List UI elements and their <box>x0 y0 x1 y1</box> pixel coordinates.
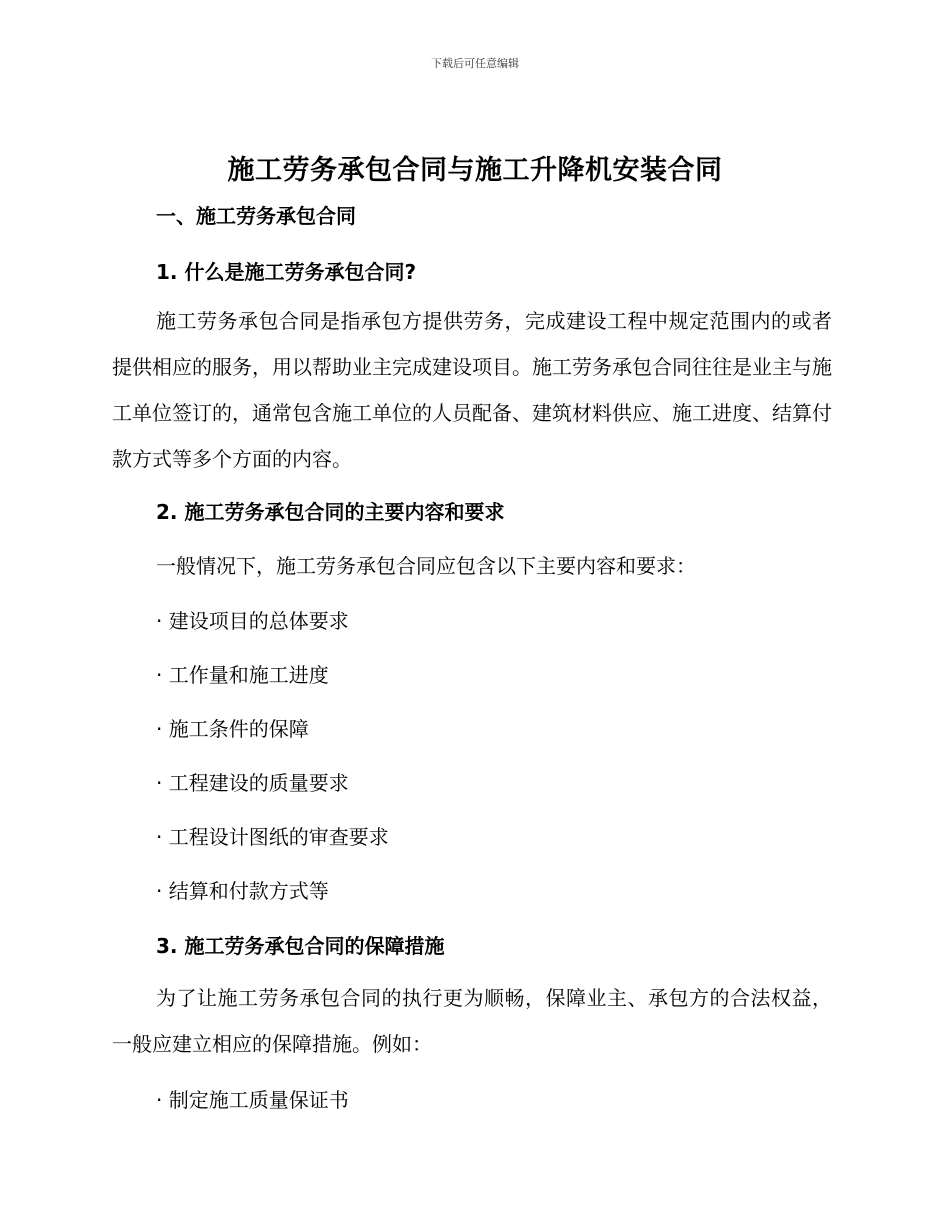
header-note: 下载后可任意编辑 <box>431 57 519 70</box>
list-item: · 制定施工质量保证书 <box>156 1088 349 1112</box>
paragraph-safeguards: 为了让施工劳务承包合同的执行更为顺畅，保障业主、承包方的合法权益，一般应建立相应的保障措施。例如： <box>112 986 832 1056</box>
list-item: · 工作量和施工进度 <box>156 663 329 687</box>
list-item: · 工程建设的质量要求 <box>156 771 349 795</box>
list-item: · 施工条件的保障 <box>156 717 309 741</box>
paragraph-main-content-intro: 一般情况下，施工劳务承包合同应包含以下主要内容和要求： <box>156 554 696 578</box>
list-item: · 建设项目的总体要求 <box>156 609 349 633</box>
subheading-what-is-contract: 1. 什么是施工劳务承包合同? <box>156 260 417 284</box>
paragraph-definition: 施工劳务承包合同是指承包方提供劳务，完成建设工程中规定范围内的或者提供相应的服务，用以帮助业主完成建设项目。施工劳务承包合同往往是业主与施工单位签订的，通常包含施工单位的人员配备、建筑材料供应、施工进度、结算付款方式等多个方面的内容。 <box>112 309 832 471</box>
section-heading-labor-contract: 一、施工劳务承包合同 <box>156 204 356 228</box>
list-item: · 工程设计图纸的审查要求 <box>156 825 389 849</box>
subheading-safeguards: 3. 施工劳务承包合同的保障措施 <box>156 934 445 958</box>
list-item: · 结算和付款方式等 <box>156 879 329 903</box>
subheading-main-content: 2. 施工劳务承包合同的主要内容和要求 <box>156 500 505 524</box>
document-title: 施工劳务承包合同与施工升降机安装合同 <box>227 155 723 186</box>
